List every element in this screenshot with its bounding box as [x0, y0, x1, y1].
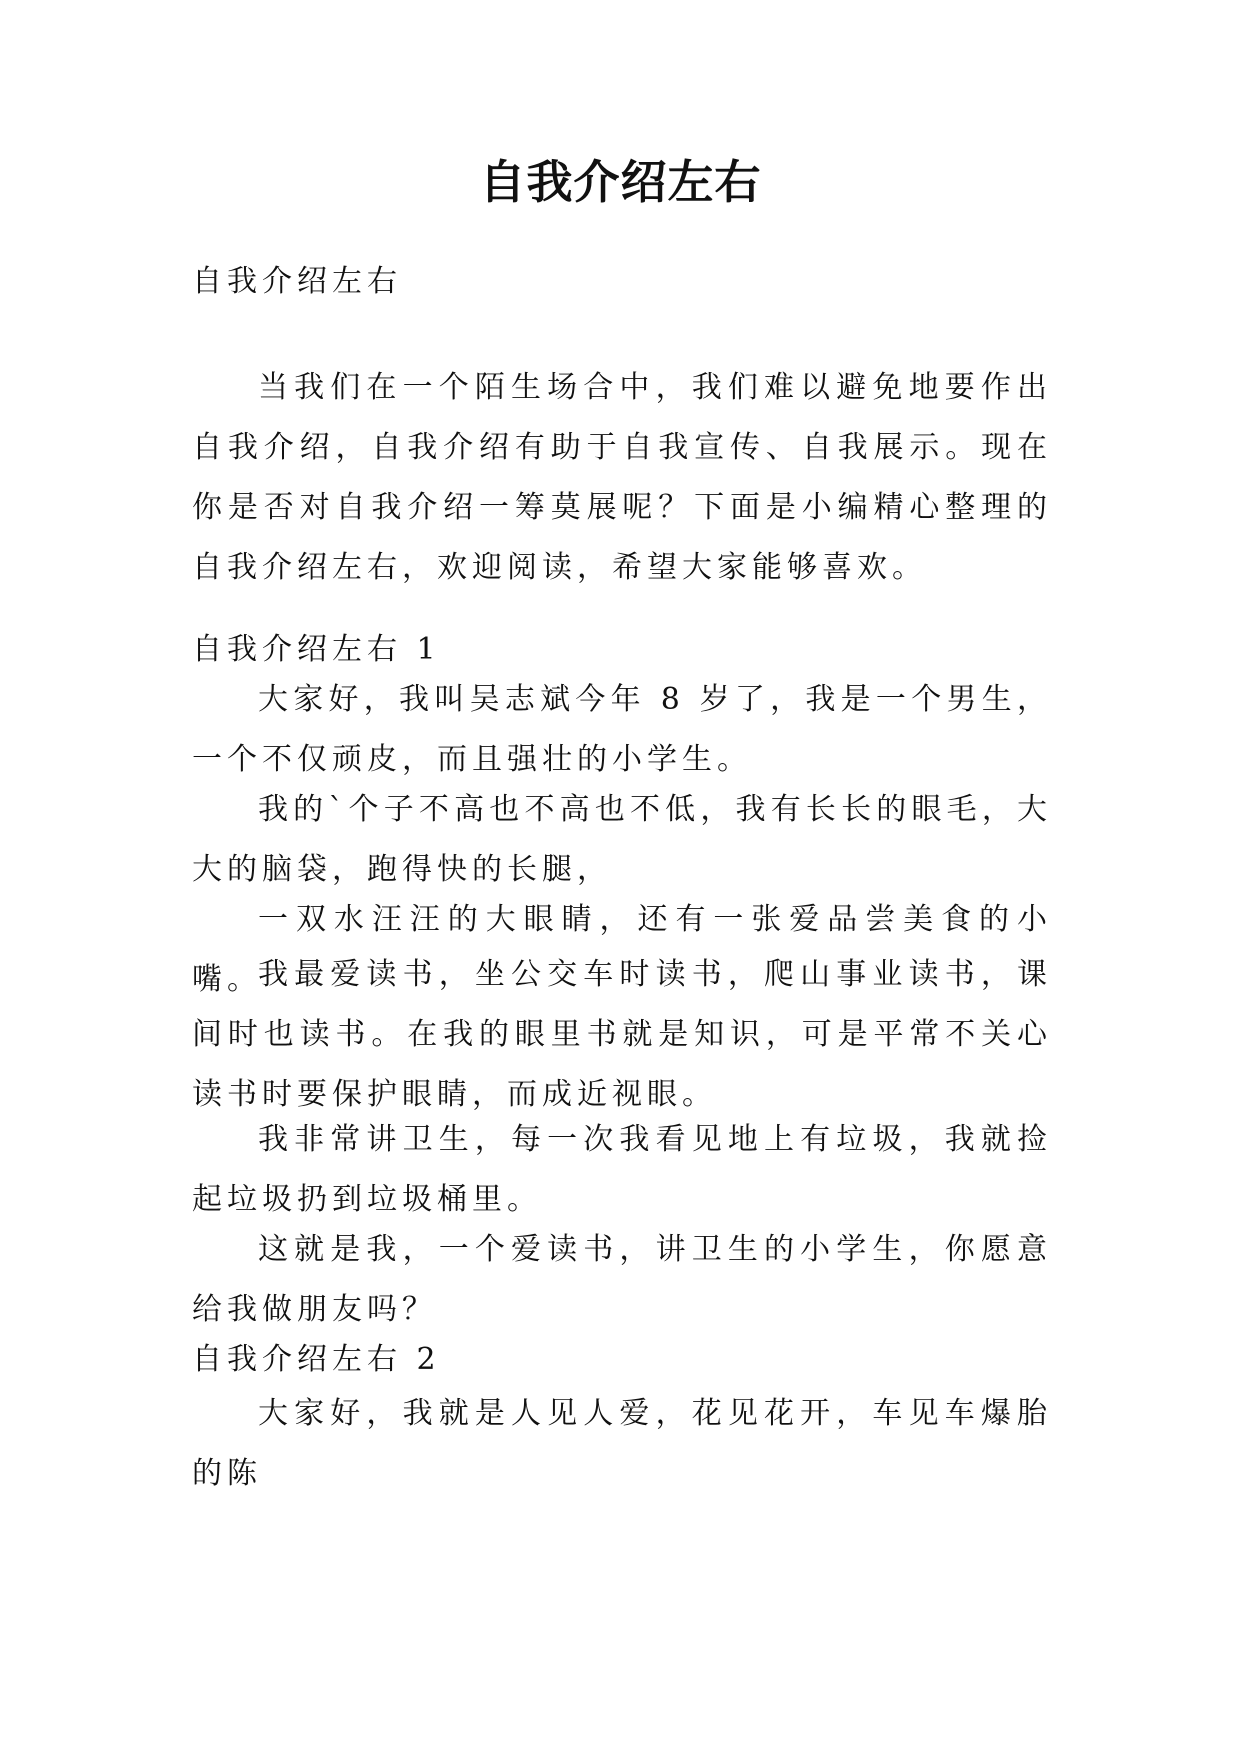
- section-1-paragraph: 这就是我，一个爱读书，讲卫生的小学生，你愿意给我做朋友吗？: [192, 1232, 1052, 1327]
- subtitle: 自我介绍左右: [192, 264, 402, 299]
- section-1-paragraph: 一双水汪汪的大眼睛，还有一张爱品尝美食的小嘴。: [192, 902, 1052, 997]
- section-2-heading: 自我介绍左右 2: [192, 1342, 441, 1377]
- section-1-heading: 自我介绍左右 1: [192, 632, 441, 667]
- document-title: 自我介绍左右: [479, 155, 762, 209]
- section-2-paragraph: 大家好，我就是人见人爱，花见花开，车见车爆胎的陈: [192, 1396, 1052, 1491]
- section-1-paragraph: 大家好，我叫吴志斌今年 8 岁了，我是一个男生，一个不仅顽皮，而且强壮的小学生。: [192, 682, 1052, 777]
- section-1-paragraph: 我的`个子不高也不高也不低，我有长长的眼毛，大大的脑袋，跑得快的长腿，: [192, 792, 1052, 887]
- intro-paragraph: 当我们在一个陌生场合中，我们难以避免地要作出自我介绍，自我介绍有助于自我宣传、自我展示。现在你是否对自我介绍一筹莫展呢？下面是小编精心整理的自我介绍左右，欢迎阅读，希望大家能够喜欢。: [192, 370, 1052, 585]
- section-1-paragraph: 我非常讲卫生，每一次我看见地上有垃圾，我就捡起垃圾扔到垃圾桶里。: [192, 1122, 1052, 1217]
- section-1-paragraph: 我最爱读书，坐公交车时读书，爬山事业读书，课间时也读书。在我的眼里书就是知识，可是平常不关心读书时要保护眼睛，而成近视眼。: [192, 957, 1052, 1112]
